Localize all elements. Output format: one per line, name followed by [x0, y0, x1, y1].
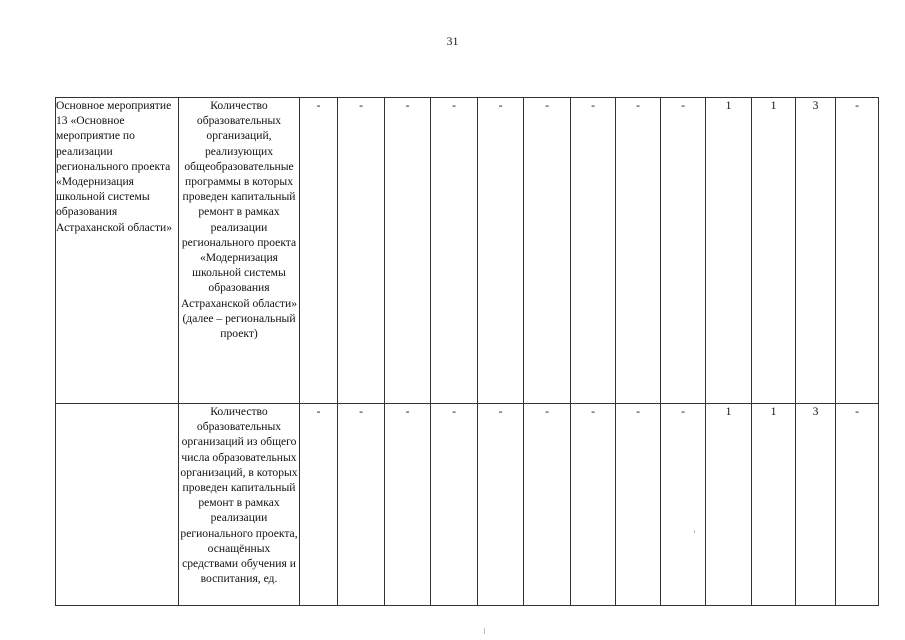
value-cell: - [661, 98, 706, 404]
value-cell: - [571, 404, 616, 606]
value-cell: 1 [752, 98, 796, 404]
value-cell: - [478, 98, 524, 404]
value-cell: - [300, 98, 338, 404]
scan-mark [694, 530, 695, 533]
value-cell: 1 [706, 98, 752, 404]
value-cell: 3 [796, 404, 836, 606]
value-cell: - [836, 98, 879, 404]
value-cell: 3 [796, 98, 836, 404]
value-cell: - [616, 98, 661, 404]
event-cell: Основное мероприятие 13 «Основное мероприятие по реализации регионального проекта «Модернизация школьной системы образования Астраханской области» [56, 98, 179, 404]
value-cell: - [431, 98, 478, 404]
indicator-table [55, 97, 879, 606]
value-cell: - [478, 404, 524, 606]
value-cell: - [836, 404, 879, 606]
value-cell: - [385, 98, 431, 404]
value-cell: - [300, 404, 338, 606]
value-cell: 1 [706, 404, 752, 606]
value-cell: - [338, 404, 385, 606]
page-number: 31 [446, 34, 459, 48]
value-cell: - [661, 404, 706, 606]
value-cell: - [524, 404, 571, 606]
indicator-cell: Количество образовательных организаций из общего числа образовательных организаций, в которых проведен капитальный ремонт в рамках реализации регионального проекта, оснащённых средствами обучения и воспитания, ед. [179, 404, 300, 606]
event-cell [56, 404, 179, 606]
value-cell: - [338, 98, 385, 404]
value-cell: - [431, 404, 478, 606]
value-cell: - [524, 98, 571, 404]
table-row [56, 404, 879, 606]
value-cell: - [385, 404, 431, 606]
table-row [56, 98, 879, 404]
indicator-cell: Количество образовательных организаций, реализующих общеобразовательные программы в которых проведен капитальный ремонт в рамках реализации регионального проекта «Модернизация школьной системы образования Астраханской области» (далее – региональный проект) [179, 98, 300, 404]
scan-mark [484, 628, 485, 634]
value-cell: - [571, 98, 616, 404]
value-cell: 1 [752, 404, 796, 606]
value-cell: - [616, 404, 661, 606]
